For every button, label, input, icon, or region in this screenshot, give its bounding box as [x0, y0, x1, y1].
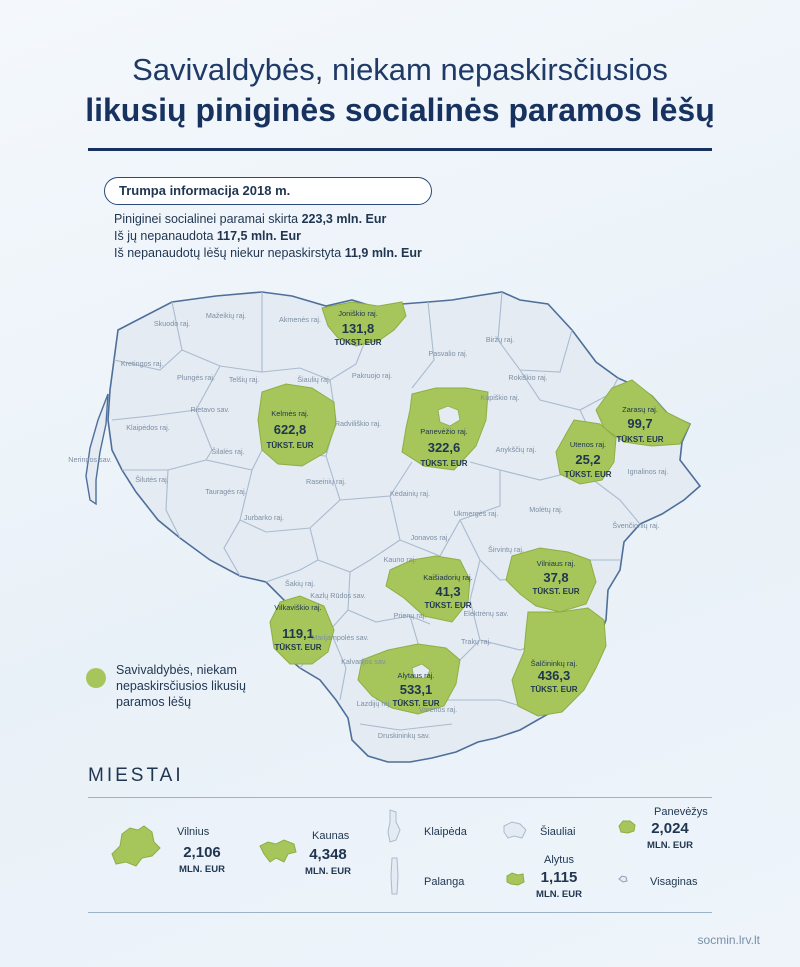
region-label-sirvintu-raj: Širvintų raj. [488, 545, 524, 554]
cities-bottom-rule [88, 912, 712, 913]
kaunas-shape [256, 836, 300, 866]
region-label-taurages-raj: Tauragės raj. [205, 487, 247, 496]
district-unit-joniskio-raj: TŪKST. EUR [334, 338, 382, 347]
visaginas-shape [617, 874, 629, 884]
district-value-alytaus-raj: 533,1 [399, 682, 433, 697]
district-value-utenos-raj: 25,2 [575, 452, 601, 467]
district-value-panevezio-raj: 322,6 [427, 440, 461, 455]
district-label-vilniaus-raj: Vilniaus raj. [536, 559, 576, 568]
region-label-prienu-raj: Prienų raj. [393, 611, 427, 620]
panevezys-shape [616, 818, 638, 836]
info-line-2-text: Iš jų nepanaudota [114, 229, 217, 243]
region-label-anyksciu-raj: Anykščių raj. [495, 445, 537, 454]
region-label-telsiu-raj: Telšių raj. [228, 375, 260, 384]
vilnius-value: 2,106 [183, 844, 221, 861]
region-label-raseiniu-raj: Raseinių raj. [306, 477, 346, 486]
district-unit-zarasu-raj: TŪKST. EUR [616, 435, 664, 444]
title-line-2: likusių piniginės socialinės paramos lėšų [85, 92, 715, 128]
region-label-klaipedos-raj: Klaipėdos raj. [126, 423, 170, 432]
siauliai-shape [500, 818, 530, 842]
district-label-joniskio-raj: Joniškio raj. [338, 309, 378, 318]
siauliai-name: Šiauliai [540, 826, 576, 838]
legend-label: Savivaldybės, niekam nepaskirsčiusios likusių paramos lėšų [116, 663, 246, 709]
region-label-jurbarko-raj: Jurbarko raj. [244, 513, 284, 522]
vilnius-name: Vilnius [177, 826, 210, 838]
district-unit-vilniaus-raj: TŪKST. EUR [532, 587, 580, 596]
kaunas-unit: MLN. EUR [305, 866, 351, 877]
district-label-alytaus-raj: Alytaus raj. [397, 671, 435, 680]
region-label-rokiskio-raj: Rokiškio raj. [508, 373, 548, 382]
info-line-1-value: 223,3 mln. Eur [301, 212, 387, 226]
region-label-silales-raj: Šilalės raj. [211, 447, 245, 456]
klaipeda-shape [384, 808, 404, 844]
info-line-3 [114, 246, 422, 260]
district-label-kaisiadoriu-raj: Kaišiadorių raj. [423, 573, 473, 582]
region-label-skuodo-raj: Skuodo raj. [153, 319, 191, 328]
alytus-unit: MLN. EUR [536, 889, 582, 900]
district-value-joniskio-raj: 131,8 [341, 321, 375, 336]
alytus-shape [504, 870, 526, 888]
title-line-1: Savivaldybės, niekam nepaskirsčiusios [132, 52, 668, 87]
region-label-ignalinos-raj: Ignalinos raj. [627, 467, 669, 476]
district-label-panevezio-raj: Panevėžio raj. [420, 427, 468, 436]
curonian-spit [86, 394, 108, 504]
district-label-kelmes-raj: Kelmės raj. [271, 409, 309, 418]
cities-heading: MIESTAI [88, 765, 184, 786]
region-label-druskininku-sav: Druskininkų sav. [377, 731, 431, 740]
alytus-name: Alytus [544, 854, 574, 866]
region-label-rietavo-sav: Rietavo sav. [190, 405, 230, 414]
district-value-vilniaus-raj: 37,8 [543, 570, 569, 585]
region-label-lazdiju-raj: Lazdijų raj. [356, 699, 392, 708]
region-label-neringos-sav: Neringos sav. [68, 455, 112, 464]
kaunas-name: Kaunas [312, 830, 350, 842]
region-label-birzu-raj: Biržų raj. [485, 335, 515, 344]
visaginas-name: Visaginas [650, 876, 698, 888]
region-label-siauliu-raj: Šiaulių raj. [297, 375, 331, 384]
cities-top-rule [88, 797, 712, 798]
region-label-plunges-raj: Plungės raj. [177, 373, 215, 382]
district-value-vilkaviskio-raj: 119,1 [282, 626, 314, 641]
district-label-utenos-raj: Utenos raj. [569, 440, 607, 449]
region-label-pasvalio-raj: Pasvalio raj. [428, 349, 468, 358]
region-label-moletu-raj: Molėtų raj. [529, 505, 563, 514]
region-label-kedainiu-raj: Kėdainių raj. [390, 489, 430, 498]
district-unit-alytaus-raj: TŪKST. EUR [392, 699, 440, 708]
panevezys-value: 2,024 [651, 820, 689, 837]
vilnius-unit: MLN. EUR [179, 864, 225, 875]
klaipeda-name: Klaipėda [424, 826, 467, 838]
info-heading: Trumpa informacija 2018 m. [119, 183, 291, 198]
district-unit-salcininku-raj: TŪKST. EUR [530, 685, 578, 694]
region-label-elektrenu-sav: Elektrėnų sav. [463, 609, 509, 618]
district-value-kelmes-raj: 622,8 [273, 422, 307, 437]
palanga-shape [388, 856, 402, 896]
region-label-ukmerges-raj: Ukmergės raj. [453, 509, 499, 518]
region-label-sakiu-raj: Šakių raj. [285, 579, 315, 588]
info-line-3-value: 11,9 mln. Eur [344, 246, 422, 260]
palanga-name: Palanga [424, 876, 465, 888]
panevezys-unit: MLN. EUR [647, 840, 693, 851]
region-label-traku-raj: Trakų raj. [460, 637, 492, 646]
region-label-jonavos-raj: Jonavos raj. [410, 533, 450, 542]
region-label-mazeikiu-raj: Mažeikių raj. [205, 311, 247, 320]
footer-url: socmin.lrv.lt [697, 933, 760, 947]
district-unit-kelmes-raj: TŪKST. EUR [266, 441, 314, 450]
district-value-kaisiadoriu-raj: 41,3 [435, 584, 461, 599]
info-line-2 [114, 229, 301, 243]
region-label-svencioniu-raj: Švenčionių raj. [612, 521, 660, 530]
district-unit-vilkaviskio-raj: TŪKST. EUR [274, 643, 322, 652]
district-unit-panevezio-raj: TŪKST. EUR [420, 459, 468, 468]
region-label-akmenes-raj: Akmenės raj. [279, 315, 321, 324]
district-unit-utenos-raj: TŪKST. EUR [564, 470, 612, 479]
region-label-kauno-raj: Kauno raj. [383, 555, 417, 564]
district-label-zarasu-raj: Zarasų raj. [622, 405, 658, 414]
region-label-pakruojo-raj: Pakruojo raj. [351, 371, 393, 380]
region-label-marijampoles-sav: Marijampolės sav. [311, 633, 369, 642]
region-label-kazlu-rudos-sav: Kazlų Rūdos sav. [310, 591, 366, 600]
vilnius-shape [104, 822, 164, 870]
alytus-value: 1,115 [540, 869, 578, 886]
title-rule [88, 148, 712, 151]
info-line-1 [114, 212, 386, 226]
district-unit-kaisiadoriu-raj: TŪKST. EUR [424, 601, 472, 610]
district-label-salcininku-raj: Šalčininkų raj. [530, 659, 578, 668]
region-label-kupiskio-raj: Kupiškio raj. [480, 393, 520, 402]
panevezys-name: Panevėžys [654, 806, 708, 818]
info-heading-box [104, 177, 432, 205]
region-label-kalvarijos-sav: Kalvarijos sav. [341, 657, 387, 666]
info-line-3-text: Iš nepanaudotų lėšų niekur nepaskirstyta [114, 246, 345, 260]
region-label-kretingos-raj: Kretingos raj. [120, 359, 164, 368]
district-value-zarasu-raj: 99,7 [627, 416, 653, 431]
region-label-radviliskio-raj: Radviliškio raj. [334, 419, 382, 428]
district-label-vilkaviskio-raj: Vilkaviškio raj. [274, 603, 322, 612]
region-label-silutes-raj: Šilutės raj. [135, 475, 169, 484]
district-value-salcininku-raj: 436,3 [537, 668, 571, 683]
region-label-varenos-raj: Varėnos raj. [418, 705, 458, 714]
kaunas-value: 4,348 [309, 846, 347, 863]
info-line-1-text: Piniginei socialinei paramai skirta [114, 212, 302, 226]
legend-swatch [86, 668, 106, 688]
info-line-2-value: 117,5 mln. Eur [216, 229, 301, 243]
